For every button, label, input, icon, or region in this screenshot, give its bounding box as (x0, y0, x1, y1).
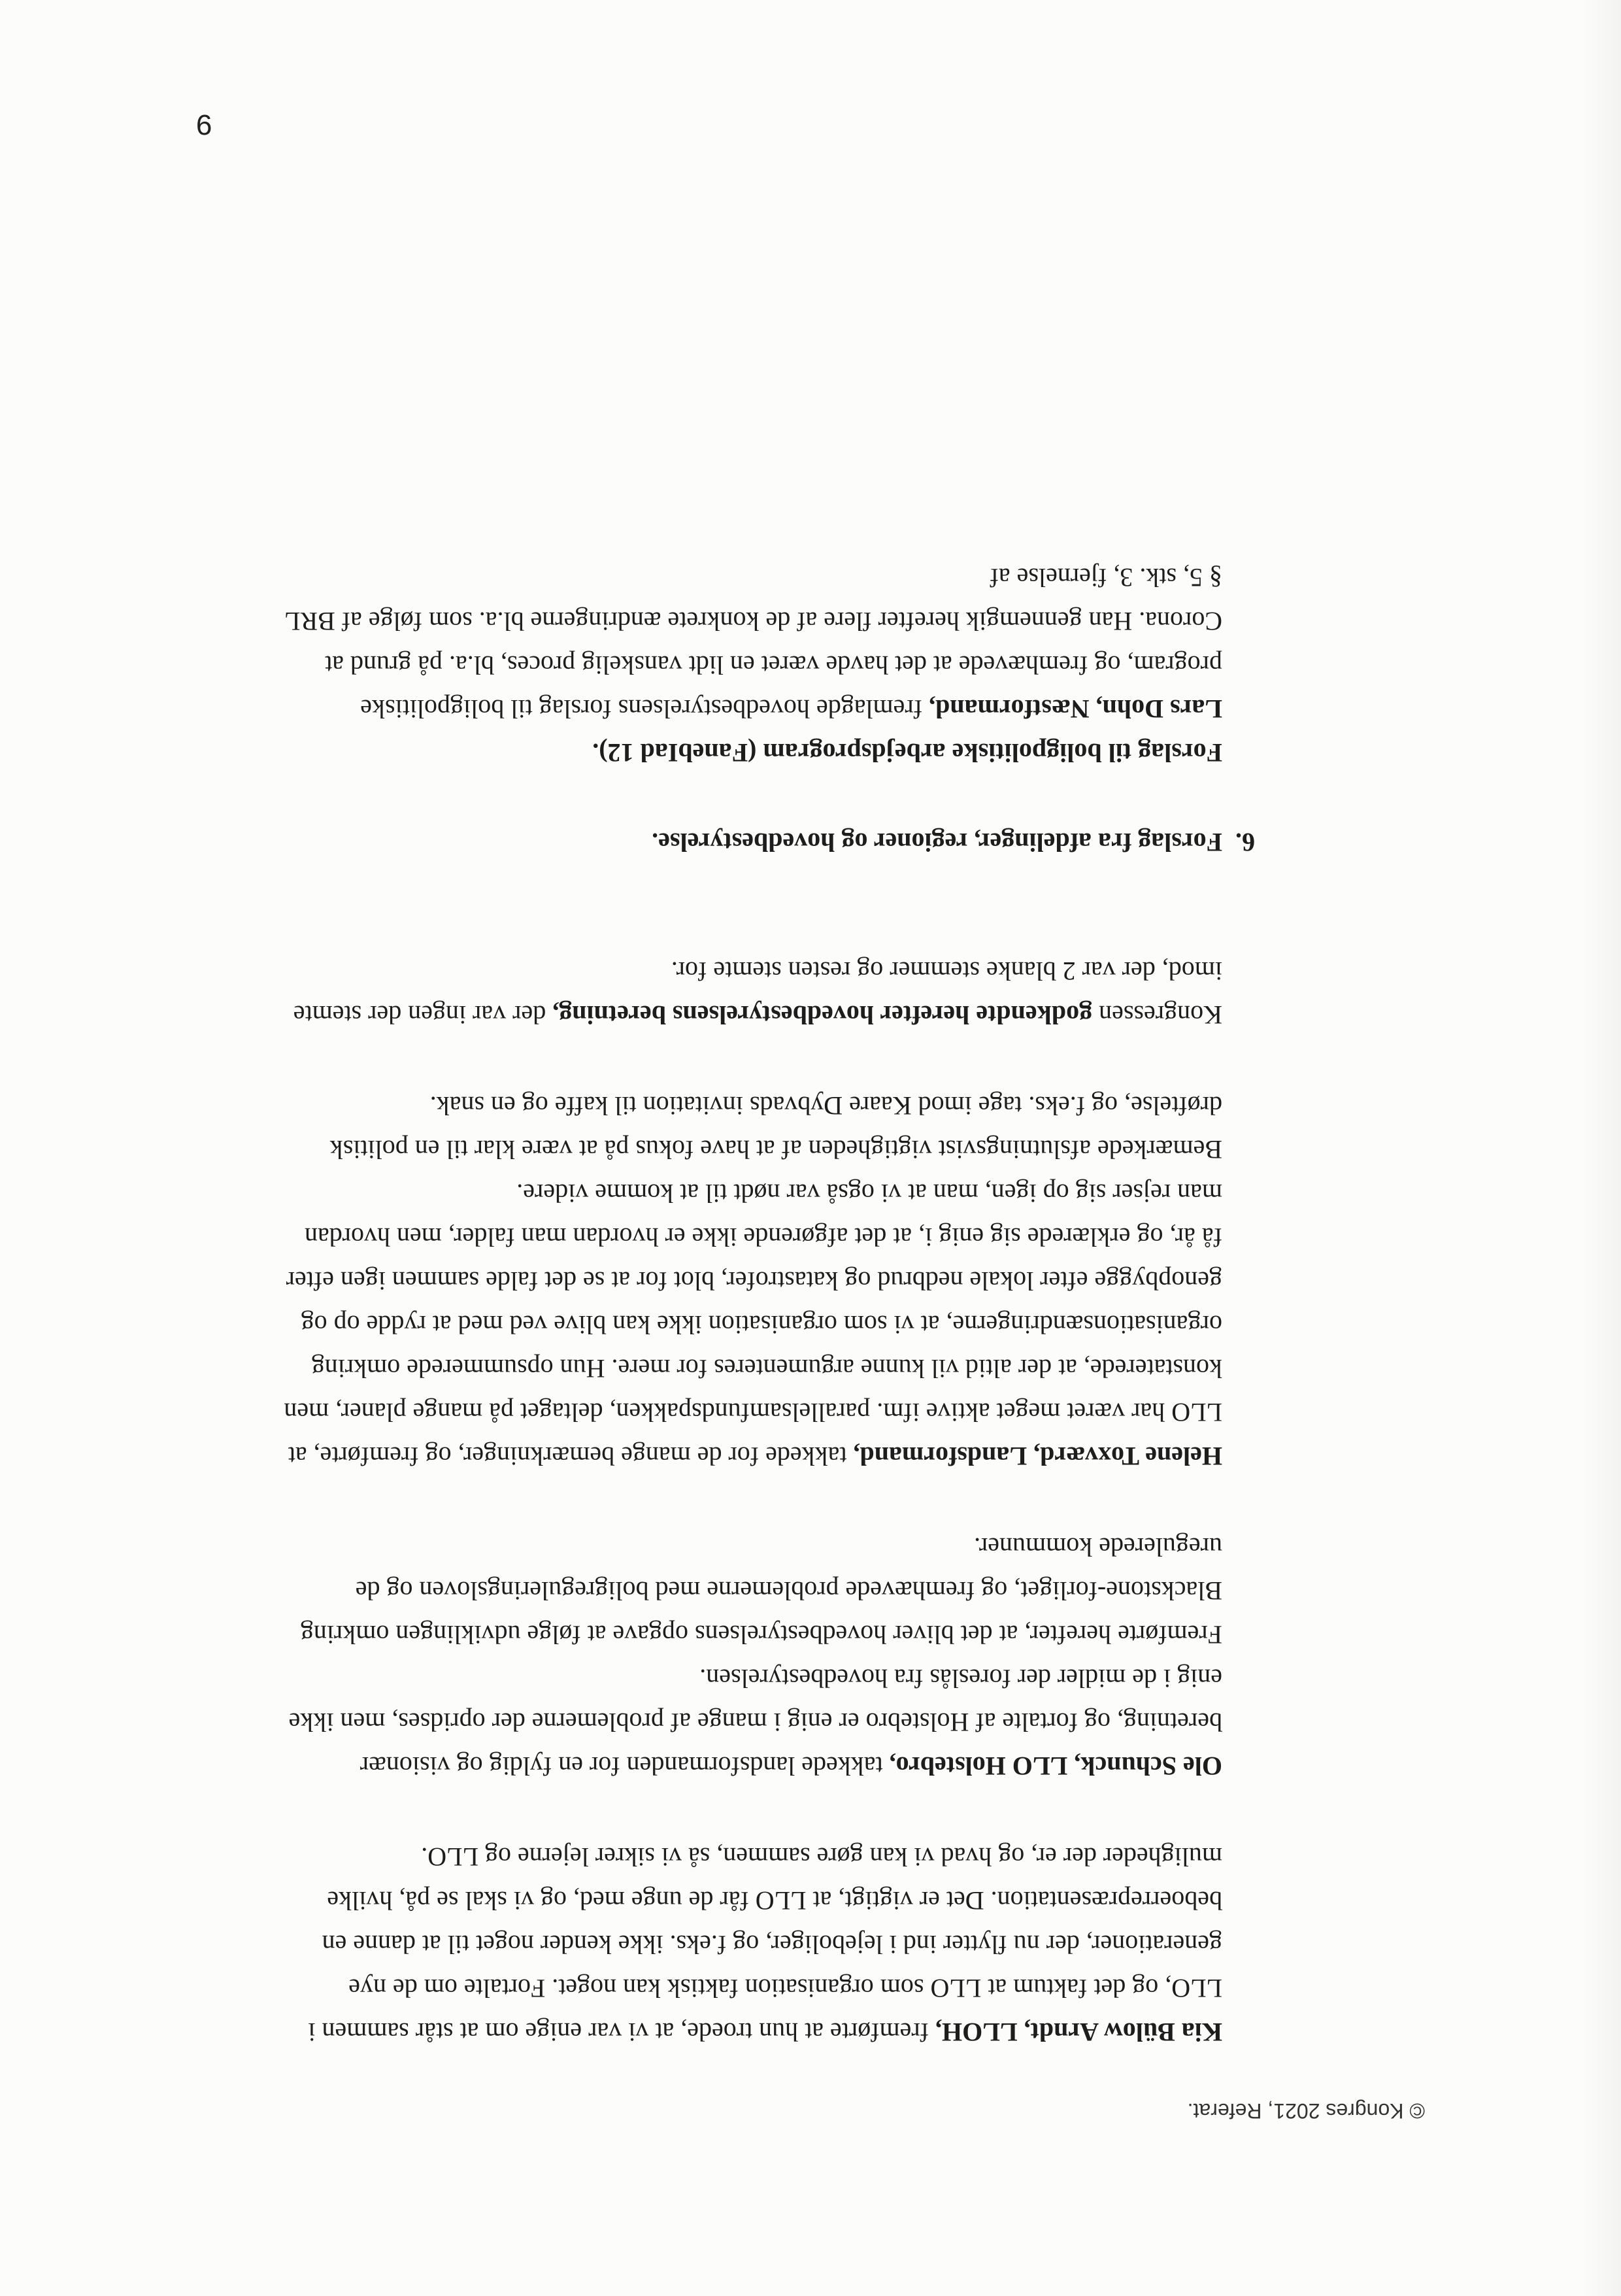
speaker-name: Kia Bülow Arndt, LLOH, (935, 2017, 1222, 2047)
paragraph-ole-continued: Fremførte herefter, at det bliver hovedbestyrelsens opgave at følge udviklingen omkring Blackstone-forliget, og fremhævede problemerne med boligreguleringsloven og de uregulerede kommuner. (300, 1532, 1222, 1649)
document-body (281, 556, 1255, 2054)
section-title: Forslag fra afdelinger, regioner og hovedbestyrelse. (652, 828, 1222, 857)
paragraph-helene (281, 1172, 1222, 1478)
paragraph-helene-continued: Bemærkede afslutningsvist vigtigheden af at have fokus på at være klar til en politisk drøftelse, og f.eks. tage imod Kaare Dybvads invitation til kaffe og en snak. (329, 1091, 1222, 1164)
paragraph-kongres (281, 949, 1222, 1037)
decision-text: godkendte herefter hovedbestyrelsens beretning, (552, 1000, 1093, 1030)
section-number: 6. (1235, 828, 1255, 857)
paragraph-text: der var ingen der stemte imod, der var 2 blanke stemmer og resten stemte for. (293, 956, 1222, 1030)
paragraph-text: fremførte at hun troede, at vi var enige om at står sammen i LLO, og det faktum at LLO som organisation faktisk kan noget. Fortalte om de nye generationer, der nu flytter ind i lejeboliger, og f.eks. ikke kender noget til at danne en beboerrepræsentation. Det er vigtigt, at LLO får de unge med, og vi skal se på, hvilke muligheder der er, og hvad vi kan gøre sammen, så vi sikrer lejerne og LLO. (308, 1842, 1222, 2047)
paragraph-text: takkede landsformanden for en fyldig og visionær beretning, og fortalte af Holstebro er enig i mange af problemerne der opridses, men ikke enig i de midler der foreslås fra hovedbestyrelsen. (288, 1664, 1222, 1781)
page-number: 9 (196, 109, 212, 141)
paragraph-prefix: Kongressen (1092, 1000, 1222, 1030)
speaker-name: Lars Dohn, Næstformand, (929, 694, 1222, 724)
speaker-name: Ole Schunck, LLO Holstebro, (889, 1751, 1222, 1781)
paragraph-text: takkede for de mange bemærkninger, og fremførte, at LLO har været meget aktive ifm. parallelsamfundspakken, deltaget på mange planer, men konstaterede, at der altid vil kunne argumenteres for mere. Hun opsummerede omkring organisationsændringerne, at vi som organisation ikke kan blive ved med at rydde op og genopbygge efter lokale nedbrud og katastrofer, blot for at se det falde sammen igen efter få år, og erklærede sig enig i, at det afgørende ikke er hvordan man falder, men hvordan man rejser sig op igen, man at vi også var nødt til at komme videre. (284, 1179, 1222, 1471)
section-heading (281, 820, 1255, 864)
document-header: © Kongres 2021, Referat. (1187, 2099, 1425, 2123)
paragraph-lars (281, 556, 1222, 731)
paragraph-ole (281, 1657, 1222, 1788)
speaker-name: Helene Toxværd, Landsformand, (853, 1442, 1222, 1471)
subsection-heading: Forslag til boligpolitiske arbejdsprogram (FanebIad 12). (592, 738, 1222, 768)
paragraph-kia (281, 1835, 1222, 2054)
scan-edge-shadow (1582, 0, 1621, 2296)
paragraph-text: fremlagde hovedbestyrelsens forslag til boligpolitiske program, og fremhævede at det havde været en lidt vanskelig proces, bl.a. på grund at Corona. Han gennemgik herefter flere af de konkrete ændringerne bl.a. som følge af BRL § 5, stk. 3, fjernelse af (285, 563, 1222, 724)
